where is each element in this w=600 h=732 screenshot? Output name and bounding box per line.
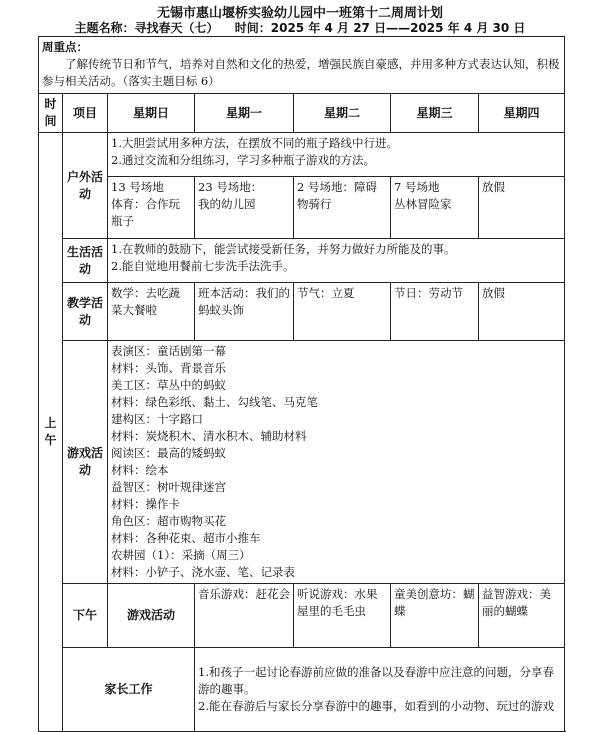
item-header: 项目	[63, 94, 108, 133]
week-focus-text: 了解传统节日和节气，培养对自然和文化的热爱，增强民族自豪感，并用多种方式表达认知，积极参与相关活动。（落实主题目标 6）	[42, 57, 560, 88]
outdoor-goal: 1.大胆尝试用多种方法，在摆放不同的瓶子路线中行进。	[111, 136, 398, 150]
morning-label: 上午	[39, 133, 63, 732]
outdoor-cell-line: 放假	[482, 180, 505, 194]
game-area-line: 美工区：草丛中的蚂蚁	[111, 378, 226, 392]
game-areas	[108, 341, 565, 584]
day-header-thursday: 星期四	[479, 94, 565, 133]
day-header-monday: 星期一	[195, 94, 294, 133]
game-area-line: 材料：绘本	[111, 463, 169, 477]
parents-work	[195, 648, 565, 732]
outdoor-goal: 2.通过交流和分组练习，学习多种瓶子游戏的方法。	[111, 153, 375, 167]
afternoon-game-label: 游戏活动	[108, 584, 195, 648]
life-goal: 1.在教师的鼓励下，能尝试接受新任务，并努力做好力所能及的事。	[111, 242, 456, 256]
day-header-tuesday: 星期二	[294, 94, 391, 133]
game-activity-label: 游戏活动	[63, 341, 108, 584]
life-goal: 2.能自觉地用餐前七步洗手法洗手。	[111, 259, 295, 273]
game-area-line: 农耕园（1）：采摘（周三）	[111, 548, 251, 562]
afternoon-cell-tuesday: 童美创意坊：蝴蝶	[391, 584, 479, 648]
outdoor-cell-line: 体育：合作玩瓶子	[111, 197, 180, 228]
plan-subtitle	[0, 19, 600, 36]
parents-work-label: 家长工作	[63, 648, 195, 732]
game-area-line: 材料：操作卡	[111, 497, 180, 511]
teaching-cell-monday: 班本活动：我们的蚂蚁头饰	[195, 283, 294, 341]
afternoon-cell-sunday: 音乐游戏：赶花会	[195, 584, 294, 648]
parents-work-line: 1.和孩子一起讨论春游前应做的准备以及春游中应注意的问题，分享春游的趣事。	[198, 665, 554, 696]
afternoon-label: 下午	[63, 584, 108, 648]
afternoon-cell-wednesday: 益智游戏：美丽的蝴蝶	[479, 584, 565, 648]
outdoor-cell-thursday	[479, 177, 565, 239]
teaching-cell-tuesday: 节气：立夏	[294, 283, 391, 341]
game-area-line: 建构区：十字路口	[111, 412, 203, 426]
game-area-line: 益智区：树叶规律迷宫	[111, 480, 226, 494]
game-area-line: 材料：小铲子、浇水壶、笔、记录表	[111, 565, 295, 579]
life-activity-label: 生活活动	[63, 239, 108, 283]
outdoor-cell-tuesday	[294, 177, 391, 239]
teaching-cell-thursday: 放假	[479, 283, 565, 341]
week-focus-label: 周重点：	[42, 40, 88, 54]
game-area-line: 材料：各种花束、超市小推车	[111, 531, 261, 545]
plan-period: 时间：2025 年 4 月 27 日——2025 年 4 月 30 日	[234, 21, 526, 35]
outdoor-cell-line: 13 号场地	[111, 180, 164, 194]
game-area-line: 阅读区：最高的矮蚂蚁	[111, 446, 226, 460]
outdoor-activity-label: 户外活动	[63, 133, 108, 239]
outdoor-cell-monday	[195, 177, 294, 239]
plan-table	[38, 36, 565, 732]
game-area-line: 材料：绿色彩纸、黏土、勾线笔、马克笔	[111, 395, 318, 409]
game-area-line: 材料：炭烧积木、清水积木、辅助材料	[111, 429, 307, 443]
outdoor-cell-line: 丛林冒险家	[394, 197, 452, 211]
plan-title: 无锡市惠山堰桥实验幼儿园中一班第十二周周计划	[156, 6, 443, 21]
teaching-cell-wednesday: 节日：劳动节	[391, 283, 479, 341]
life-goals	[108, 239, 565, 283]
outdoor-cell-wednesday	[391, 177, 479, 239]
day-header-wednesday: 星期三	[391, 94, 479, 133]
game-area-line: 角色区：超市购物买花	[111, 514, 226, 528]
outdoor-cell-line: 7 号场地	[394, 180, 440, 194]
teaching-cell-sunday: 数学：去吃蔬菜大餐啦	[108, 283, 195, 341]
outdoor-cell-line: 我的幼儿园	[198, 197, 256, 211]
outdoor-cell-line: 23 号场地：	[198, 180, 263, 194]
afternoon-cell-monday: 听说游戏：水果屋里的毛毛虫	[294, 584, 391, 648]
day-header-sunday: 星期日	[108, 94, 195, 133]
game-area-line: 表演区：童话剧第一幕	[111, 344, 226, 358]
game-area-line: 材料：头饰、背景音乐	[111, 361, 226, 375]
time-header: 时间	[39, 94, 63, 133]
outdoor-cell-line: 2 号场地：障碍物骑行	[297, 180, 377, 211]
outdoor-goals	[108, 133, 565, 177]
teaching-activity-label: 教学活动	[63, 283, 108, 341]
theme-name: 主题名称：寻找春天（七）	[74, 21, 219, 35]
week-focus	[39, 37, 565, 94]
parents-work-line: 2.能在春游后与家长分享春游中的趣事，如看到的小动物、玩过的游戏	[198, 699, 554, 713]
outdoor-cell-sunday	[108, 177, 195, 239]
